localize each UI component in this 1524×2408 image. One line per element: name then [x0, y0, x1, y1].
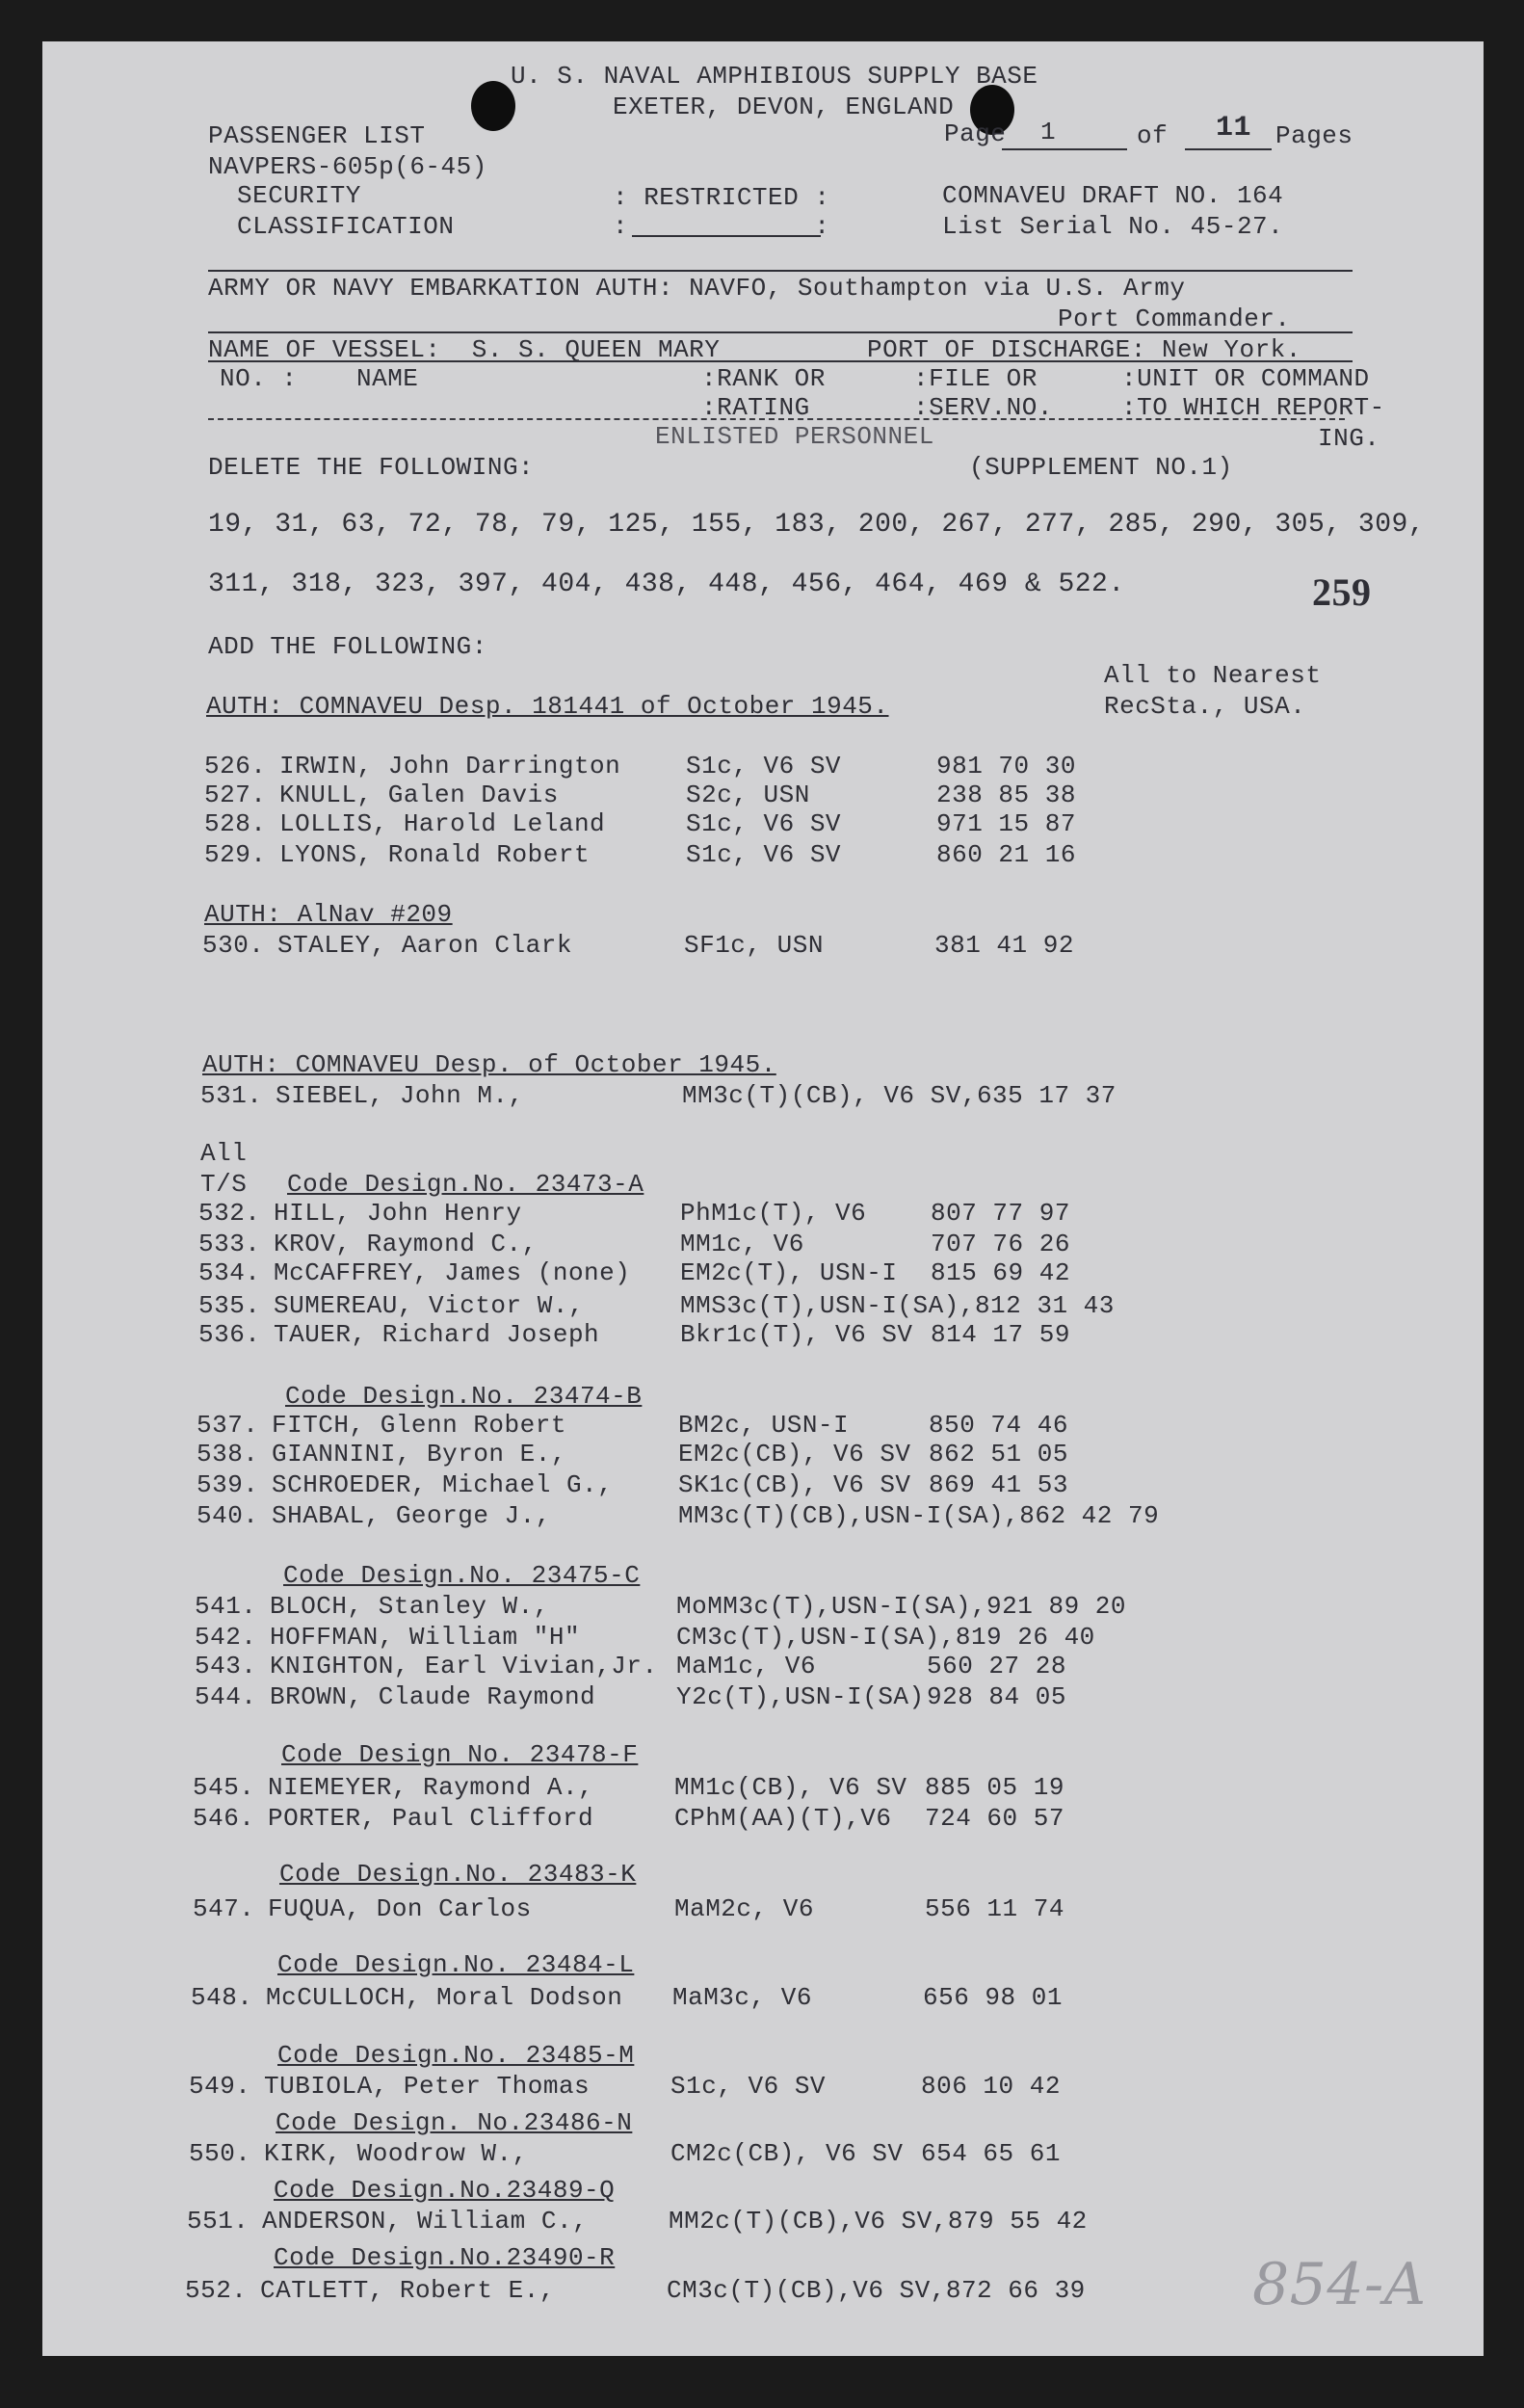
col-file: :FILE OR	[913, 364, 1038, 393]
row-serv-no: 238 85 38	[936, 781, 1076, 809]
row-serv-no: 724 60 57	[925, 1804, 1064, 1833]
row-serv-no: 654 65 61	[921, 2139, 1061, 2168]
row-rank: MM1c(CB), V6 SV	[674, 1773, 907, 1802]
embarkation-auth: ARMY OR NAVY EMBARKATION AUTH: NAVFO, Southampton via U.S. Army	[208, 274, 1186, 303]
row-name: NIEMEYER, Raymond A.,	[268, 1773, 594, 1802]
page-label: Page	[944, 119, 1007, 148]
row-serv-no: 381 41 92	[934, 931, 1074, 960]
row-rank: Bkr1c(T), V6 SV	[680, 1320, 913, 1349]
row-rank: S1c, V6 SV	[686, 809, 842, 838]
restricted-field-2: : :	[613, 212, 830, 241]
code-design: Code Design.No. 23484-L	[277, 1950, 635, 1979]
delete-label: DELETE THE FOLLOWING:	[208, 453, 535, 482]
row-name: McCULLOCH, Moral Dodson	[266, 1983, 623, 2012]
code-design: Code Design.No. 23485-M	[277, 2041, 635, 2070]
row-rank: MaM2c, V6	[674, 1894, 814, 1923]
list-serial: List Serial No. 45-27.	[942, 212, 1284, 241]
row-rank: MoMM3c(T),USN-I(SA),921 89 20	[676, 1592, 1126, 1621]
enlisted-personnel: ENLISTED PERSONNEL	[655, 422, 934, 451]
row-serv-no: 885 05 19	[925, 1773, 1064, 1802]
of-label: of	[1137, 121, 1169, 150]
row-name: BROWN, Claude Raymond	[270, 1682, 596, 1711]
col-unit: :UNIT OR COMMAND	[1121, 364, 1370, 393]
form-title: PASSENGER LIST	[208, 121, 426, 150]
row-rank: MaM1c, V6	[676, 1652, 816, 1680]
row-number: 547.	[193, 1894, 255, 1923]
row-number: 549.	[189, 2072, 251, 2101]
code-design: Code Design.No.23490-R	[274, 2243, 616, 2272]
row-name: STALEY, Aaron Clark	[277, 931, 572, 960]
row-serv-no: 807 77 97	[931, 1199, 1070, 1228]
col-rating: :RATING	[701, 393, 810, 422]
row-rank: PhM1c(T), V6	[680, 1199, 867, 1228]
col-name: NAME	[356, 364, 419, 393]
code-design: Code Design.No. 23483-K	[279, 1860, 637, 1889]
code-design: Code Design.No. 23473-A	[287, 1170, 644, 1199]
classification-label: CLASSIFICATION	[237, 212, 455, 241]
code-design: Code Design.No.23489-Q	[274, 2176, 616, 2205]
row-serv-no: 556 11 74	[925, 1894, 1064, 1923]
row-name: HOFFMAN, William "H"	[270, 1623, 581, 1652]
row-rank: Y2c(T),USN-I(SA)	[676, 1682, 925, 1711]
row-rank: S1c, V6 SV	[686, 752, 842, 781]
row-number: 539.	[197, 1470, 259, 1499]
row-name: CATLETT, Robert E.,	[260, 2276, 555, 2305]
draft-number: COMNAVEU DRAFT NO. 164	[942, 181, 1284, 210]
punch-hole-left	[471, 81, 515, 131]
row-number: 531.	[200, 1081, 263, 1110]
row-rank: EM2c(CB), V6 SV	[678, 1440, 911, 1469]
row-rank: MM2c(T)(CB),V6 SV,879 55 42	[669, 2207, 1088, 2236]
port-of-discharge: PORT OF DISCHARGE: New York.	[867, 335, 1301, 364]
nearest-2: RecSta., USA.	[1104, 692, 1306, 721]
row-rank: S2c, USN	[686, 781, 810, 809]
supplement: (SUPPLEMENT NO.1)	[969, 453, 1233, 482]
row-number: 551.	[187, 2207, 250, 2236]
auth-2: AUTH: AlNav #209	[204, 900, 453, 929]
row-name: IRWIN, John Darrington	[279, 752, 621, 781]
row-rank: S1c, V6 SV	[670, 2072, 827, 2101]
row-number: 541.	[195, 1592, 257, 1621]
row-number: 535.	[198, 1291, 261, 1320]
org-line-2: EXETER, DEVON, ENGLAND	[613, 93, 955, 121]
row-number: 532.	[198, 1199, 261, 1228]
row-name: TAUER, Richard Joseph	[274, 1320, 600, 1349]
row-serv-no: 981 70 30	[936, 752, 1076, 781]
row-serv-no: 928 84 05	[927, 1682, 1066, 1711]
code-design: Code Design.No. 23474-B	[285, 1382, 643, 1411]
auth-3: AUTH: COMNAVEU Desp. of October 1945.	[202, 1050, 776, 1079]
row-rank: MM1c, V6	[680, 1230, 804, 1258]
row-name: FUQUA, Don Carlos	[268, 1894, 532, 1923]
row-serv-no: 862 51 05	[929, 1440, 1068, 1469]
row-number: 536.	[198, 1320, 261, 1349]
row-number: 526.	[204, 752, 267, 781]
form-number: NAVPERS-605p(6-45)	[208, 152, 487, 181]
row-rank: SF1c, USN	[684, 931, 824, 960]
row-rank: SK1c(CB), V6 SV	[678, 1470, 911, 1499]
row-serv-no: 656 98 01	[923, 1983, 1063, 2012]
row-serv-no: 707 76 26	[931, 1230, 1070, 1258]
row-serv-no: 860 21 16	[936, 840, 1076, 869]
add-label: ADD THE FOLLOWING:	[208, 632, 487, 661]
row-number: 529.	[204, 840, 267, 869]
row-serv-no: 850 74 46	[929, 1411, 1068, 1440]
row-rank: EM2c(T), USN-I	[680, 1258, 898, 1287]
all-label: All	[200, 1139, 248, 1168]
row-rank: CM2c(CB), V6 SV	[670, 2139, 904, 2168]
row-name: PORTER, Paul Clifford	[268, 1804, 594, 1833]
row-rank: CM3c(T),USN-I(SA),819 26 40	[676, 1623, 1095, 1652]
page-number: 1	[1040, 118, 1057, 146]
col-no: NO. :	[220, 364, 298, 393]
row-name: KIRK, Woodrow W.,	[264, 2139, 528, 2168]
row-number: 527.	[204, 781, 267, 809]
row-name: FITCH, Glenn Robert	[272, 1411, 566, 1440]
row-rank: CM3c(T)(CB),V6 SV,872 66 39	[667, 2276, 1086, 2305]
row-serv-no: 815 69 42	[931, 1258, 1070, 1287]
row-number: 528.	[204, 809, 267, 838]
code-design: Code Design No. 23478-F	[281, 1740, 639, 1769]
row-rank: MM3c(T)(CB),USN-I(SA),862 42 79	[678, 1501, 1160, 1530]
col-rank: :RANK OR	[701, 364, 826, 393]
row-name: KNIGHTON, Earl Vivian,Jr.	[270, 1652, 658, 1680]
pages-label: Pages	[1275, 121, 1353, 150]
row-number: 545.	[193, 1773, 255, 1802]
row-serv-no: 806 10 42	[921, 2072, 1061, 2101]
pencil-note: 854-A	[1252, 2251, 1427, 2318]
delete-list-1: 19, 31, 63, 72, 78, 79, 125, 155, 183, 200, 267, 277, 285, 290, 305, 309,	[208, 510, 1426, 540]
row-serv-no: 560 27 28	[927, 1652, 1066, 1680]
row-rank: CPhM(AA)(T),V6	[674, 1804, 892, 1833]
embarkation-auth-2: Port Commander.	[1058, 304, 1291, 333]
row-serv-no: 971 15 87	[936, 809, 1076, 838]
row-number: 543.	[195, 1652, 257, 1680]
row-rank: MMS3c(T),USN-I(SA),812 31 43	[680, 1291, 1115, 1320]
row-number: 542.	[195, 1623, 257, 1652]
code-design: Code Design.No. 23475-C	[283, 1561, 641, 1590]
row-serv-no: 814 17 59	[931, 1320, 1070, 1349]
stamp-number: 259	[1312, 570, 1372, 614]
vessel-name: NAME OF VESSEL: S. S. QUEEN MARY	[208, 335, 721, 364]
row-name: SUMEREAU, Victor W.,	[274, 1291, 585, 1320]
col-unit-2: :TO WHICH REPORT-	[1121, 393, 1385, 422]
delete-list-2: 311, 318, 323, 397, 404, 438, 448, 456, 464, 469 & 522.	[208, 569, 1125, 599]
row-number: 544.	[195, 1682, 257, 1711]
row-name: KNULL, Galen Davis	[279, 781, 559, 809]
row-name: SCHROEDER, Michael G.,	[272, 1470, 614, 1499]
row-number: 552.	[185, 2276, 248, 2305]
row-name: SIEBEL, John M.,	[276, 1081, 524, 1110]
security-label: SECURITY	[237, 181, 361, 210]
row-rank: BM2c, USN-I	[678, 1411, 850, 1440]
nearest-1: All to Nearest	[1104, 661, 1322, 690]
col-unit-3: ING.	[1318, 424, 1380, 453]
row-number: 540.	[197, 1501, 259, 1530]
row-name: HILL, John Henry	[274, 1199, 522, 1228]
row-serv-no: 869 41 53	[929, 1470, 1068, 1499]
auth-1: AUTH: COMNAVEU Desp. 181441 of October 1945.	[206, 692, 889, 721]
row-number: 538.	[197, 1440, 259, 1469]
row-name: SHABAL, George J.,	[272, 1501, 551, 1530]
col-serv-no: :SERV.NO.	[913, 393, 1053, 422]
row-name: TUBIOLA, Peter Thomas	[264, 2072, 591, 2101]
row-number: 546.	[193, 1804, 255, 1833]
row-rank: MaM3c, V6	[672, 1983, 812, 2012]
row-number: 533.	[198, 1230, 261, 1258]
row-name: LOLLIS, Harold Leland	[279, 809, 606, 838]
row-number: 550.	[189, 2139, 251, 2168]
row-number: 537.	[197, 1411, 259, 1440]
row-name: BLOCH, Stanley W.,	[270, 1592, 549, 1621]
ts-label: T/S	[200, 1170, 248, 1199]
row-number: 548.	[191, 1983, 253, 2012]
row-name: LYONS, Ronald Robert	[279, 840, 591, 869]
total-pages: 11	[1216, 112, 1252, 145]
code-design: Code Design. No.23486-N	[276, 2108, 633, 2137]
row-rank: MM3c(T)(CB), V6 SV,635 17 37	[682, 1081, 1117, 1110]
row-name: GIANNINI, Byron E.,	[272, 1440, 566, 1469]
row-number: 534.	[198, 1258, 261, 1287]
row-name: ANDERSON, William C.,	[262, 2207, 589, 2236]
row-rank: S1c, V6 SV	[686, 840, 842, 869]
restricted-field: : RESTRICTED :	[613, 183, 830, 212]
row-name: KROV, Raymond C.,	[274, 1230, 538, 1258]
row-number: 530.	[202, 931, 265, 960]
org-line-1: U. S. NAVAL AMPHIBIOUS SUPPLY BASE	[511, 62, 1038, 91]
row-name: McCAFFREY, James (none)	[274, 1258, 631, 1287]
